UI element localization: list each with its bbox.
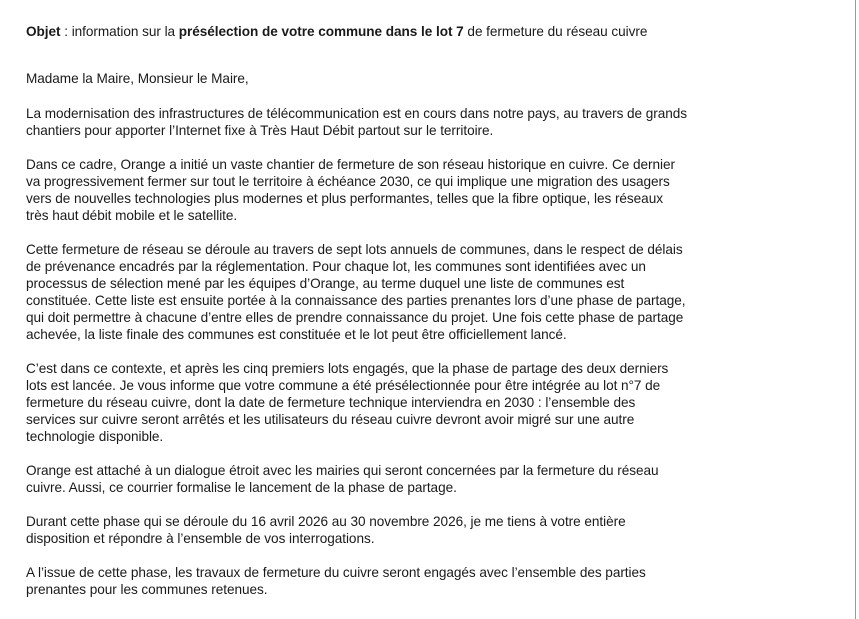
paragraph-line: Durant cette phase qui se déroule du 16 avril 2026 au 30 novembre 2026, je me tiens à votre entière	[26, 514, 626, 529]
paragraph-line: constituée. Cette liste est ensuite portée à la connaissance des parties prenantes lors d’une phase de partage,	[26, 293, 686, 308]
paragraph-line: très haut débit mobile et le satellite.	[26, 208, 238, 223]
paragraph-line: technologie disponible.	[26, 429, 164, 444]
paragraph-3	[26, 241, 766, 343]
paragraph-6	[26, 513, 766, 547]
paragraph-line: vers de nouvelles technologies plus modernes et plus performantes, telles que la fibre optique, les réseaux	[26, 191, 663, 206]
paragraph-line: services sur cuivre seront arrêtés et les utilisateurs du réseau cuivre devront avoir migré sur une autre	[26, 412, 635, 427]
paragraph-2	[26, 156, 766, 224]
paragraph-line: fermeture du réseau cuivre, dont la date de fermeture technique interviendra en 2030 : l’ensemble des	[26, 395, 636, 410]
paragraph-line: lots est lancée. Je vous informe que votre commune a été présélectionnée pour être intégrée au lot n°7 de	[26, 378, 661, 393]
paragraph-line: Orange est attaché à un dialogue étroit avec les mairies qui seront concernées par la fermeture du réseau	[26, 463, 659, 478]
paragraph-5	[26, 462, 766, 496]
paragraph-line: C’est dans ce contexte, et après les cinq premiers lots engagés, que la phase de partage des deux derniers	[26, 361, 669, 376]
paragraph-line: va progressivement fermer sur tout le territoire à échéance 2030, ce qui implique une migration des usagers	[26, 174, 670, 189]
subject-text-before: information sur la	[71, 24, 179, 39]
paragraph-line: de prévenance encadrés par la réglementation. Pour chaque lot, les communes sont identifiées avec un	[26, 259, 646, 274]
paragraph-line: Dans ce cadre, Orange a initié un vaste chantier de fermeture de son réseau historique en cuivre. Ce dernier	[26, 157, 675, 172]
paragraph-line: disposition et répondre à l’ensemble de vos interrogations.	[26, 531, 375, 546]
paragraph-4	[26, 360, 766, 445]
greeting: Madame la Maire, Monsieur le Maire,	[26, 71, 249, 86]
letter-body	[26, 23, 766, 615]
paragraph-line: qui doit permettre à chacune d’entre elles de prendre connaissance du projet. Une fois cette phase de partage	[26, 310, 684, 325]
subject-line	[26, 23, 766, 40]
subject-label: Objet	[26, 24, 61, 39]
scan-edge-line	[855, 0, 856, 619]
paragraph-line: cuivre. Aussi, ce courrier formalise le lancement de la phase de partage.	[26, 480, 457, 495]
paragraph-line: prenantes pour les communes retenues.	[26, 582, 268, 597]
paragraph-line: A l’issue de cette phase, les travaux de fermeture du cuivre seront engagés avec l’ensemble des parties	[26, 565, 646, 580]
paragraph-7	[26, 564, 766, 598]
subject-text-after: de fermeture du réseau cuivre	[463, 24, 648, 39]
subject-text-bold: présélection de votre commune dans le lot 7	[178, 24, 464, 39]
paragraph-line: chantiers pour apporter l’Internet fixe à Très Haut Débit partout sur le territoire.	[26, 123, 494, 138]
subject-separator: :	[60, 24, 72, 39]
paragraph-line: La modernisation des infrastructures de télécommunication est en cours dans notre pays, au travers de grands	[26, 106, 688, 121]
paragraph-line: Cette fermeture de réseau se déroule au travers de sept lots annuels de communes, dans le respect de délais	[26, 242, 683, 257]
paragraph-line: achevée, la liste finale des communes est constituée et le lot peut être officiellement lancé.	[26, 327, 567, 342]
paragraph-1	[26, 105, 766, 139]
paragraph-line: processus de sélection mené par les équipes d’Orange, au terme duquel une liste de communes est	[26, 276, 625, 291]
